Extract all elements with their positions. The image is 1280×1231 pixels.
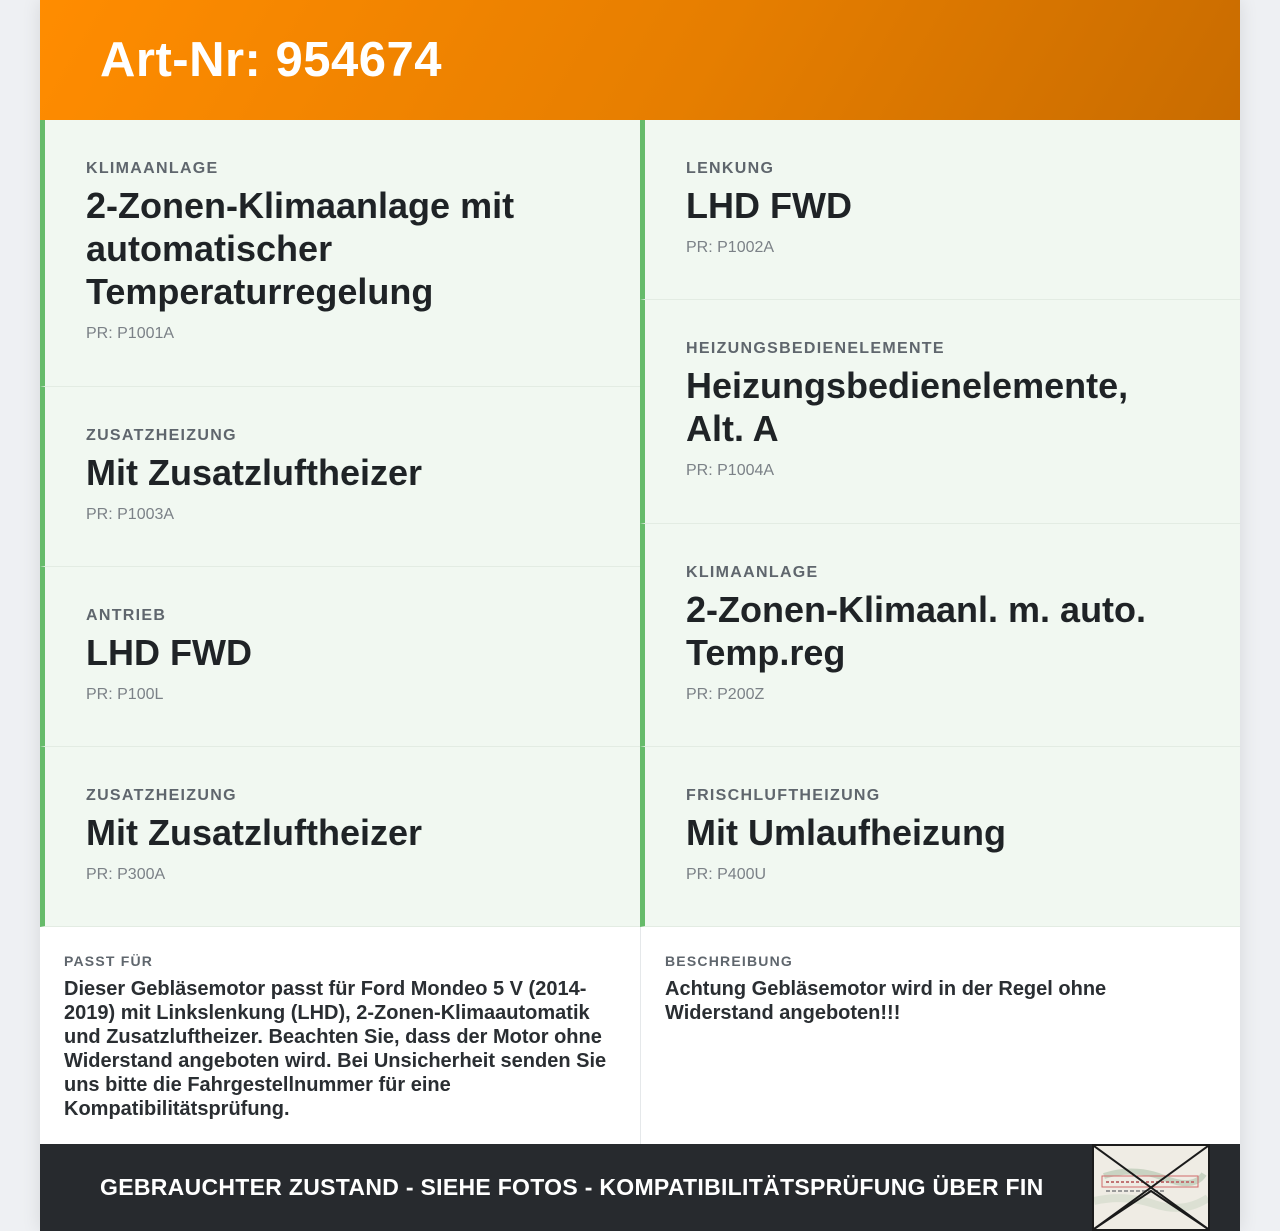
spec-pr-code: PR: P400U bbox=[686, 866, 767, 883]
product-sheet bbox=[40, 0, 1240, 1231]
spec-pr-code: PR: P200Z bbox=[686, 686, 765, 703]
spec-category: ANTRIEB bbox=[86, 607, 167, 624]
spec-category: ZUSATZHEIZUNG bbox=[86, 427, 237, 444]
spec-value: Mit Zusatzluftheizer bbox=[86, 452, 423, 493]
spec-category: HEIZUNGSBEDIENELEMENTE bbox=[686, 340, 945, 357]
vin-document-thumbnail-icon bbox=[1092, 1144, 1210, 1231]
info-section bbox=[40, 927, 1240, 1145]
spec-pr-code: PR: P1003A bbox=[86, 506, 175, 523]
spec-card bbox=[40, 567, 640, 747]
spec-card bbox=[640, 300, 1240, 524]
footer-text: GEBRAUCHTER ZUSTAND - SIEHE FOTOS - KOMPATIBILITÄTSPRÜFUNG ÜBER FIN bbox=[100, 1174, 1044, 1200]
spec-pr-code: PR: P300A bbox=[86, 866, 166, 883]
spec-category: LENKUNG bbox=[686, 160, 775, 177]
envelope-icon bbox=[1094, 1146, 1208, 1229]
description-label: BESCHREIBUNG bbox=[665, 953, 793, 969]
spec-value: Mit Umlaufheizung bbox=[686, 812, 1006, 853]
description-box bbox=[640, 927, 1240, 1145]
description-text: Achtung Gebläsemotor wird in der Regel ohne Widerstand angeboten!!! bbox=[665, 978, 1107, 1024]
fits-text: Dieser Gebläsemotor passt für Ford Mondeo 5 V (2014-2019) mit Linkslenkung (LHD), 2-Zonen-Klimaautomatik und Zusatzluftheizer. Beachten Sie, dass der Motor ohne Widerstand angeboten wird. Bei Unsicherheit senden Sie uns bitte die Fahrgestellnummer für eine Kompatibilitätsprüfung. bbox=[64, 978, 607, 1120]
fits-label: PASST FÜR bbox=[64, 953, 154, 969]
spec-category: KLIMAANLAGE bbox=[686, 564, 819, 581]
spec-value: LHD FWD bbox=[86, 632, 252, 673]
spec-card bbox=[40, 120, 640, 387]
fits-box bbox=[40, 927, 640, 1145]
spec-category: ZUSATZHEIZUNG bbox=[86, 787, 237, 804]
spec-card bbox=[640, 747, 1240, 927]
spec-category: KLIMAANLAGE bbox=[86, 160, 219, 177]
spec-value: 2-Zonen-Klimaanlage mit automatischer Temperaturregelung bbox=[86, 185, 515, 312]
spec-pr-code: PR: P100L bbox=[86, 686, 164, 703]
header-bar bbox=[40, 0, 1240, 120]
spec-card bbox=[640, 120, 1240, 300]
spec-card bbox=[40, 747, 640, 927]
spec-value: LHD FWD bbox=[686, 185, 852, 226]
footer-bar bbox=[40, 1144, 1240, 1231]
spec-value: 2-Zonen-Klimaanl. m. auto. Temp.reg bbox=[686, 589, 1147, 673]
spec-card bbox=[640, 524, 1240, 747]
spec-category: FRISCHLUFTHEIZUNG bbox=[686, 787, 881, 804]
spec-value: Heizungsbedienelemente, Alt. A bbox=[686, 365, 1129, 449]
spec-pr-code: PR: P1004A bbox=[686, 462, 775, 479]
spec-value: Mit Zusatzluftheizer bbox=[86, 812, 423, 853]
spec-card bbox=[40, 387, 640, 567]
spec-pr-code: PR: P1002A bbox=[686, 239, 775, 256]
spec-column-left bbox=[40, 120, 640, 927]
spec-grid bbox=[40, 120, 1240, 927]
spec-pr-code: PR: P1001A bbox=[86, 325, 175, 342]
spec-column-right bbox=[640, 120, 1240, 927]
article-number-title: Art-Nr: 954674 bbox=[100, 33, 442, 87]
